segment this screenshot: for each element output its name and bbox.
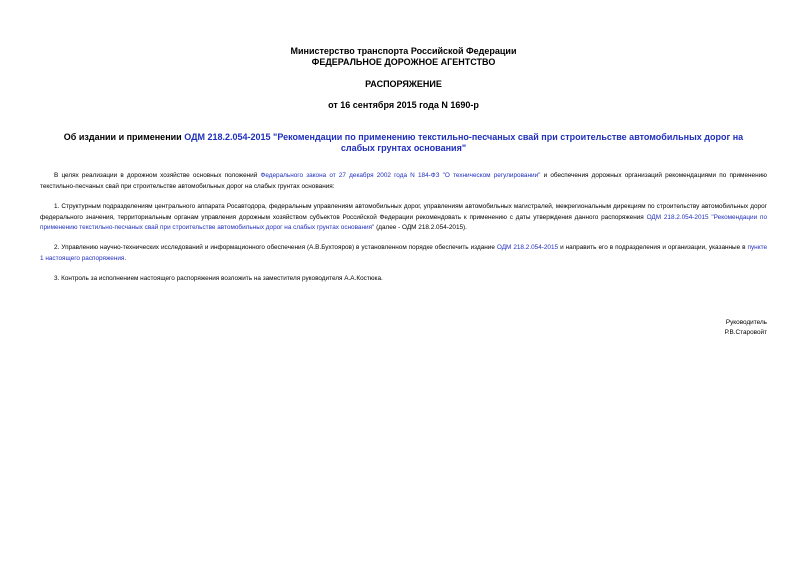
p2-odm-link[interactable]: ОДМ 218.2.054-2015 "Рекомендации по применению текстильно-песчаных свай при строительстве автомобильных дорог на слабых грунтах основания"	[40, 213, 767, 231]
p2-text-b: (далее - ОДМ 218.2.054-2015).	[374, 224, 467, 231]
paragraph-intro	[40, 171, 767, 192]
subject-odm-link[interactable]: ОДМ 218.2.054-2015 "Рекомендации по применению текстильно-песчаных свай при строительстве автомобильных дорог на слабых грунтах основания"	[184, 132, 744, 153]
p2-text-a: 1. Структурным подразделениям центрального аппарата Росавтодора, федеральным управлениям автомобильных дорог, управлениям автомобильных магистралей, межрегиональным дирекциям по строительству автомобильных дорог федерального значения, территориальным органам управления дорожным хозяйством субъектов Российской Федерации рекомендовать к применению с даты утверждения данного распоряжения	[40, 203, 767, 221]
p1-text-b: и обеспечения дорожных организаций рекомендациями по применению текстильно-песчаных свай при строительстве автомобильных дорог на слабых грунтах основания:	[40, 172, 767, 190]
p1-text-a: В целях реализации в дорожном хозяйстве основных положений	[54, 172, 261, 179]
paragraph-item-3: 3. Контроль за исполнением настоящего распоряжения возложить на заместителя руководителя А.А.Костюка.	[54, 275, 383, 282]
p3-text-c: .	[124, 254, 127, 262]
federal-law-link[interactable]: Федерального закона от 27 декабря 2002 года N 184-ФЗ "О техническом регулировании"	[260, 172, 541, 179]
document-type: РАСПОРЯЖЕНИЕ	[365, 79, 442, 89]
paragraph-item-2	[40, 243, 767, 264]
p3-text-b: и направить его в подразделения и организации, указанные в	[558, 244, 748, 251]
p3-item-1-link[interactable]: пункте 1 настоящего распоряжения	[40, 244, 767, 262]
ministry-name: Министерство транспорта Российской Федерации	[290, 46, 517, 56]
paragraph-item-1	[40, 202, 767, 234]
p3-odm-link[interactable]: ОДМ 218.2.054-2015	[496, 244, 559, 251]
signature-title: Руководитель	[725, 319, 767, 326]
subject-prefix: Об издании и применении	[63, 132, 185, 142]
document-subject	[48, 132, 759, 154]
p3-text-a: 2. Управлению научно-технических исследований и информационного обеспечения (А.В.Бухтояров) в установленном порядке обеспечить издание	[54, 244, 497, 251]
document-date-number: от 16 сентября 2015 года N 1690-р	[328, 100, 479, 110]
agency-name: ФЕДЕРАЛЬНОЕ ДОРОЖНОЕ АГЕНТСТВО	[311, 57, 496, 67]
signature-name: Р.В.Старовойт	[724, 329, 767, 336]
